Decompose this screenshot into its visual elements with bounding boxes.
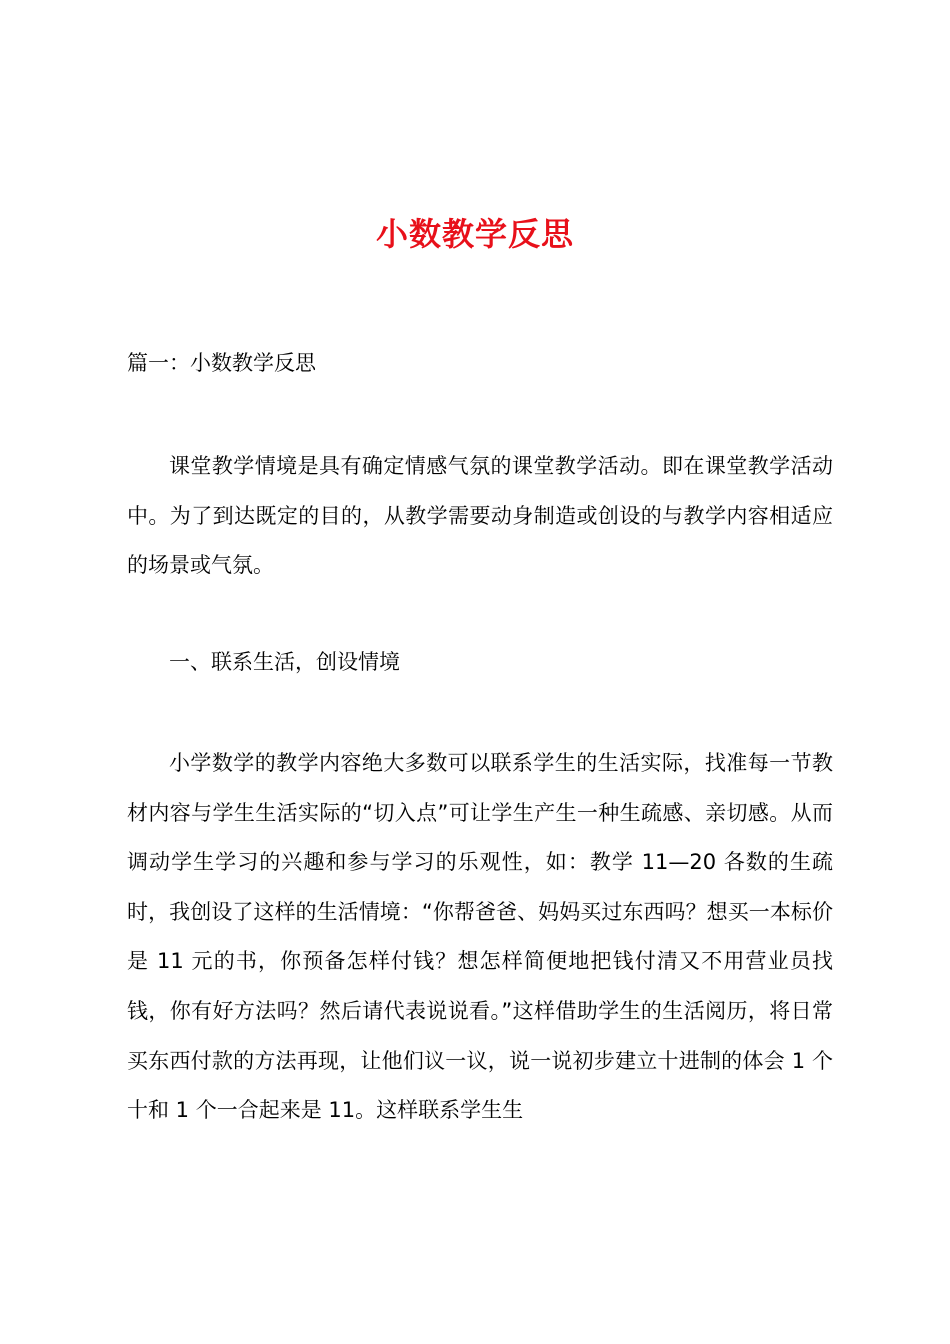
section-heading: 篇一：小数教学反思 [127,351,316,375]
subheading-1: 一、联系生活，创设情境 [169,650,400,674]
document-title: 小数教学反思 [375,215,574,253]
paragraph-2: 小学数学的教学内容绝大多数可以联系学生的生活实际，找准每一节教材内容与学生生活实际的“切入点”可让学生产生一种生疏感、亲切感。从而调动学生学习的兴趣和参与学习的乐观性，如：教学 11—20 各数的生疏时，我创设了这样的生活情境：“你帮爸爸、妈妈买过东西吗？想买一本标价是 11 元的书，你预备怎样付钱？想怎样简便地把钱付清又不用营业员找钱，你有好方法吗？然后请代表说说看。”这样借助学生的生活阅历，将日常买东西付款的方法再现，让他们议一议，说一说初步建立十进制的体会 1 个十和 1 个一合起来是 11。这样联系学生生 [127,751,833,1123]
paragraph-1: 课堂教学情境是具有确定情感气氛的课堂教学活动。即在课堂教学活动中。为了到达既定的目的，从教学需要动身制造或创设的与教学内容相适应的场景或气氛。 [127,454,833,578]
